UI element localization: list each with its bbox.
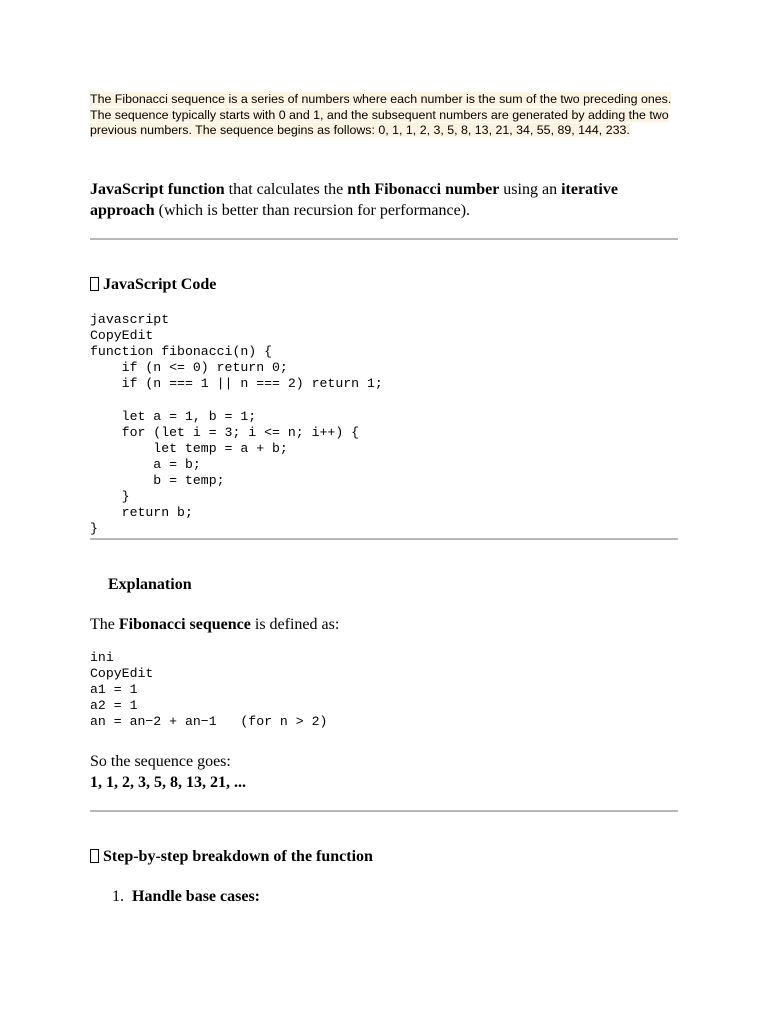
lead-bold-3: iterative approach bbox=[90, 181, 618, 219]
intro-highlighted-text: The Fibonacci sequence is a series of numbers where each number is the sum of the two preceding ones. The sequence typically starts with 0 and 1, and the subsequent numbers are generated by adding the two previous numbers. The sequence begins as follows: 0, 1, 1, 2, 3, 5, 8, 13, 21, 34, 55, 89, 144, 233. bbox=[90, 92, 672, 137]
horizontal-rule bbox=[90, 810, 678, 812]
lead-text-3: (which is better than recursion for performance). bbox=[154, 202, 471, 219]
horizontal-rule bbox=[90, 238, 678, 240]
breakdown-heading-text: Step-by-step breakdown of the function bbox=[103, 848, 373, 865]
def-text-2: is defined as: bbox=[250, 616, 340, 633]
lead-bold-2: nth Fibonacci number bbox=[347, 181, 500, 198]
list-item bbox=[112, 887, 260, 907]
definition-paragraph bbox=[90, 614, 678, 635]
code-block bbox=[90, 312, 383, 537]
code-heading-text: JavaScript Code bbox=[103, 276, 217, 293]
def-bold: Fibonacci sequence bbox=[118, 616, 251, 633]
missing-glyph-box-icon bbox=[90, 849, 99, 863]
copy-edit-label: CopyEdit bbox=[90, 328, 154, 344]
explanation-heading: Explanation bbox=[108, 576, 192, 593]
horizontal-rule bbox=[90, 538, 678, 540]
sequence-paragraph bbox=[90, 751, 678, 793]
def-text-1: The bbox=[90, 616, 119, 633]
lead-bold-1: JavaScript function bbox=[90, 181, 225, 198]
formula-block bbox=[90, 650, 327, 730]
list-item-label: Handle base cases: bbox=[132, 888, 260, 905]
formula-language-label: ini bbox=[90, 650, 114, 665]
sequence-values: 1, 1, 2, 3, 5, 8, 13, 21, ... bbox=[90, 774, 246, 791]
code-content: function fibonacci(n) { if (n <= 0) return 0; if (n === 1 || n === 2) return 1; let a = 1, b = 1; for (let i = 3; i <= n; i++) { let temp = a + b; a = b; b = temp; } return b; } bbox=[90, 344, 383, 537]
intro-paragraph bbox=[90, 92, 678, 139]
formula-content: a1 = 1 a2 = 1 an = an−2 + an−1 (for n > 2) bbox=[90, 682, 328, 730]
code-section-heading bbox=[90, 275, 216, 295]
lead-text-2: using an bbox=[499, 181, 562, 198]
lead-text-1: that calculates the bbox=[224, 181, 348, 198]
breakdown-heading bbox=[90, 847, 373, 867]
lead-paragraph bbox=[90, 179, 678, 221]
sequence-intro: So the sequence goes: bbox=[90, 753, 231, 770]
missing-glyph-box-icon bbox=[90, 277, 99, 291]
copy-edit-label: CopyEdit bbox=[90, 666, 154, 682]
list-item-number: 1. bbox=[112, 888, 124, 905]
code-language-label: javascript bbox=[90, 312, 170, 327]
